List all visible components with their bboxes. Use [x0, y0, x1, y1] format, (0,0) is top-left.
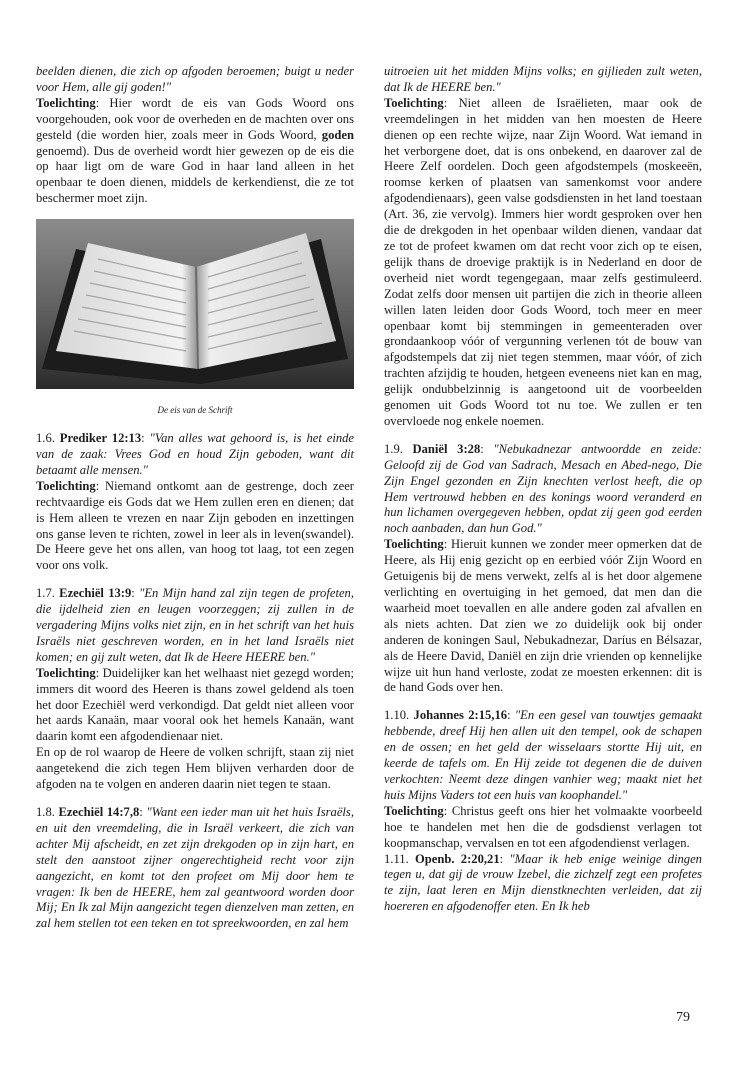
section-number: 1.9.: [384, 441, 413, 456]
toelichting-label: Toelichting: [36, 478, 96, 493]
open-bible-icon: [36, 219, 354, 389]
scripture-quote: "Want een ieder man uit het huis Israëls, en uit den vreemdeling, die in Israël verkeert, die zich van achter Mij afscheidt, en zet zijn drekgoden op in zijn hart, en stelt den aanstoot zijner ongerechtigheid recht voor zijn aangezicht, en komt tot den profeet om Mij door hem te vragen: Ik ben de HEERE, hem zal geantwoord worden door Mij; En Ik zal Mijn aangezicht tegen dienzelven man zetten, en zal hem stellen tot een teken en tot spreekwoorden, en zal hem: [36, 805, 354, 931]
intro-text-part-b: genoemd). Dus de overheid wordt hier gewezen op de eis die op haar ligt om de ware God in haar land alleen in het openbaar te doen dienen, middels de kerkendienst, die ze tot beschermer moet zijn.: [36, 143, 354, 206]
section-1-7-continuation: En op de rol waarop de Heere de volken schrijft, staan zij niet aangetekend die zich tegen Hem blijven verharden door de afgoden na te volgen en anderen daarin niet tegen te staan.: [36, 745, 354, 792]
scripture-reference: Johannes 2:15,16: [413, 708, 508, 723]
explanation-text: : Christus geeft ons hier het volmaakte voorbeeld hoe te handelen met hen die de godsdienst verlagen tot koopmanschap, vervalsen en tot een afgodendienst verlagen.: [384, 803, 702, 850]
explanation-text: : Niet alleen de Israëlieten, maar ook de vreemdelingen in het midden van hen moesten de Heere dienen op een rechte wijze, naar Zijn Woord. Wat iemand in het verborgene doet, dat is ons onbekend, en daarover zal de Heere Zelf oordelen. Doch geen afgodstempels (moskeeën, roomse kerken of plaatsen van samenkomst voor andere afgodendienaars), geen valse godsdiensten in het land toestaan (Art. 36, zie vervolg). Immers hier wordt gesproken over hen die de drekgoden in het openbaar wilden dienen, vandaar dat ze tot de profeet kwamen om dat recht voor zich op te eisen, gelijk thans de droevige praktijk is in Nederland en door de overheid niet wordt tegengegaan, maar zelfs gestimuleerd. Zodat zelfs door mensen uit partijen die zich in theorie alleen willen laten leiden door Gods Woord, toch meer en meer openbaar komt bij stemmingen in gemeenteraden over grondaankoop vóór of vergunning verlenen tót de bouw van afgodstempels dat zij niet tegen stemmen, maar vóór, of zich trachten afzijdig te houden, hetgeen eveneens niet kan en mag, gelijk ondubbelzinnig is aangetoond uit de voorbeelden genomen uit Gods Woord tot nu toe. We zullen er ten overvloede nog enkele noemen.: [384, 95, 702, 428]
open-bible-photo: [36, 219, 354, 389]
section-1-9: 1.9. Daniël 3:28: "Nebukadnezar antwoordde en zeide: Geloofd zij de God van Sadrach, Mesach en Abed-nego, Die Zijn Engel gezonden en Zijn knechten verlost heeft, die op Hem vertrouwd hebben en des konings woord veranderd en hun lichamen overgegeven hebben, opdat zij geen god eerden noch aanbaden, dan hun God." Toelichting: Hieruit kunnen we zonder meer opmerken dat de Heere, als Hij enig gezicht op en eerbied vóór Zijn Woord en Getuigenis bij de mens verwekt, zelfs al is het door algemene verlichting en overtuiging in het gemoed, dat men dan die waarheid moet toevallen en alle andere goden zal afvallen en als niets achten. Dat zien we zo duidelijk ook bij onder anderen de koningen Saul, Nebukadnezar, Daríus en Bélsazar, als de Heere David, Daniël en zijn drie vrienden op kennelijke wijze uit hun hand verloste, zodat ze moesten erkennen: dit is de hand Gods over hen.: [384, 441, 702, 695]
scripture-quote: "Maar ik heb enige weinige dingen tegen u, dat gij de vrouw Izebel, die zichzelf zegt een profetes te zijn, laat leren en Mijn dienstknechten verleiden, dat zij hoereren en afgodenoffer eten. En Ik heb: [384, 851, 702, 914]
toelichting-label: Toelichting: [384, 803, 444, 818]
intro-paragraph: [36, 64, 354, 207]
scripture-quote: "En een gesel van touwtjes gemaakt hebbende, dreef Hij hen allen uit den tempel, ook de schapen en de ossen; en het geld der wisselaars stortte Hij uit, en keerde de tafels om. En Hij zeide tot degenen die de duiven verkochten: Neemt deze dingen vanhier weg; maakt niet het huis Mijns Vaders tot een huis van koophandel.": [384, 708, 702, 802]
toelichting-label: Toelichting: [36, 665, 96, 680]
section-1-10: 1.10. Johannes 2:15,16: "En een gesel van touwtjes gemaakt hebbende, dreef Hij hen allen uit den tempel, ook de schapen en de ossen; en het geld der wisselaars stortte Hij uit, en keerde de tafels om. En Hij zeide tot degenen die de duiven verkochten: Neemt deze dingen vanhier weg; maakt niet het huis Mijns Vaders tot een huis van koophandel." Toelichting: Christus geeft ons hier het volmaakte voorbeeld hoe te handelen met hen die de godsdienst verlagen tot koopmanschap, vervalsen en tot een afgodendienst verlagen.: [384, 708, 702, 850]
bible-figure: [36, 219, 354, 419]
section-1-7: 1.7. Ezechiël 13:9: "En Mijn hand zal zijn tegen de profeten, die ijdelheid zien en leugen voorzeggen; zij zullen in de vergadering Mijns volks niet zijn, en in het schrift van het huis Israëls niet geschreven worden, en in het land Israëls niet komen; en gij zult weten, dat Ik de Heere HEERE ben." Toelichting: Duidelijker kan het welhaast niet gezegd worden; immers dit woord des Heeren is thans zowel geldend als toen het door Ezechiël werd verkondigd. Dat geldt niet alleen voor het aards Kanaän, maar vooral ook het hemels Kanaän, want daarin komt een afgodendienaar niet.: [36, 586, 354, 744]
left-column: [36, 64, 354, 932]
section-1-8: 1.8. Ezechiël 14:7,8: "Want een ieder man uit het huis Israëls, en uit den vreemdeling, die in Israël verkeert, die zich van achter Mij afscheidt, en zet zijn drekgoden op in zijn hart, en stelt den aanstoot zijner ongerechtigheid recht voor zijn aangezicht, en komt tot den profeet om Mij door hem te vragen: Ik ben de HEERE, hem zal geantwoord worden door Mij; En Ik zal Mijn aangezicht tegen dienzelven man zetten, en zal hem stellen tot een teken en tot spreekwoorden, en zal hem: [36, 805, 354, 931]
page-number: 79: [676, 1010, 690, 1025]
scripture-quote: "En Mijn hand zal zijn tegen de profeten, die ijdelheid zien en leugen voorzeggen; zij zullen in de vergadering Mijns volks niet zijn, en in het schrift van het huis Israëls niet geschreven worden, en in het land Israëls niet komen; en gij zult weten, dat Ik de Heere HEERE ben.": [36, 586, 354, 664]
section-number: 1.10.: [384, 708, 414, 723]
figure-caption: De eis van de Schrift: [157, 405, 233, 416]
intro-text-part-a: : Hier wordt de eis van Gods Woord ons voorgehouden, ook voor de overheden en de machten over ons gesteld (die worden hier, zoals meer in Gods Woord,: [36, 95, 354, 142]
scripture-reference: Openb. 2:20,21: [414, 851, 500, 866]
section-1-8-continuation: [384, 64, 702, 430]
toelichting-label: Toelichting: [384, 95, 444, 110]
scripture-reference: Ezechiël 14:7,8: [58, 805, 140, 819]
scripture-reference: Prediker 12:13: [59, 431, 142, 446]
toelichting-label: Toelichting: [384, 537, 444, 552]
scripture-quote-continuation: uitroeien uit het midden Mijns volks; en gijlieden zult weten, dat Ik de HEERE ben.": [384, 64, 702, 94]
explanation-text: : Hieruit kunnen we zonder meer opmerken dat de Heere, als Hij enig gezicht op en eerbied vóór Zijn Woord en Getuigenis bij de mens verwekt, zelfs al is het door algemene verlichting en overtuiging in het gemoed, dat men dan die waarheid moet toevallen en alle andere goden zal afvallen en als niets achten. Dat zien we zo duidelijk ook bij onder anderen de koningen Saul, Nebukadnezar, Daríus en Bélsazar, als de Heere David, Daniël en zijn drie vrienden op kennelijke wijze uit hun hand verloste, zodat ze moesten erkennen: dit is de hand Gods over hen.: [384, 537, 702, 695]
section-number: 1.7.: [36, 586, 60, 601]
section-number: 1.11.: [384, 851, 415, 866]
scripture-reference: Ezechiël 13:9: [59, 586, 132, 601]
scripture-reference: Daniël 3:28: [412, 441, 481, 456]
explanation-text: : Niemand ontkomt aan de gestrenge, doch zeer rechtvaardige eis Gods dat we Hem zullen eren en dienen; dat is Hem alleen te vrezen en naar Zijn geboden en inzettingen ons ganse leven te richten, zowel in leer als in leven(swandel). De Heere geve het ons allen, van hoog tot laag, tot een zegen voor ons volk.: [36, 478, 354, 573]
scripture-quote: "Van alles wat gehoord is, is het einde van de zaak: Vrees God en houd Zijn geboden, want dit betaamt alle mensen.": [36, 431, 354, 477]
section-number: 1.8.: [36, 805, 59, 819]
intro-quote-continuation: beelden dienen, die zich op afgoden beroemen; buigt u neder voor Hem, alle gij goden!": [36, 64, 354, 94]
intro-bold-word: goden: [321, 127, 354, 142]
toelichting-label: Toelichting: [36, 95, 96, 110]
section-1-11: 1.11. Openb. 2:20,21: "Maar ik heb enige weinige dingen tegen u, dat gij de vrouw Izebel, die zichzelf zegt een profetes te zijn, laat leren en Mijn dienstknechten verleiden, dat zij hoereren en afgodenoffer eten. En Ik heb: [384, 851, 702, 914]
right-column: [384, 64, 702, 915]
explanation-text: : Duidelijker kan het welhaast niet gezegd worden; immers dit woord des Heeren is thans zowel geldend als toen het door Ezechiël werd verkondigd. Dat geldt niet alleen voor het aards Kanaän, maar vooral ook het hemels Kanaän, want daarin komt een afgodendienaar niet.: [36, 665, 354, 744]
scripture-quote: "Nebukadnezar antwoordde en zeide: Geloofd zij de God van Sadrach, Mesach en Abed-nego, Die Zijn Engel gezonden en Zijn knechten verlost heeft, die op Hem vertrouwd hebben en des konings woord veranderd en hun lichamen overgegeven hebben, opdat zij geen god eerden noch aanbaden, dan hun God.": [384, 441, 702, 536]
section-number: 1.6.: [36, 431, 60, 446]
section-1-6: 1.6. Prediker 12:13: "Van alles wat gehoord is, is het einde van de zaak: Vrees God en houd Zijn geboden, want dit betaamt alle mensen." Toelichting: Niemand ontkomt aan de gestrenge, doch zeer rechtvaardige eis Gods dat we Hem zullen eren en dienen; dat is Hem alleen te vrezen en naar Zijn geboden en inzettingen ons ganse leven te richten, zowel in leer als in leven(swandel). De Heere geve het ons allen, van hoog tot laag, tot een zegen voor ons volk.: [36, 431, 354, 573]
